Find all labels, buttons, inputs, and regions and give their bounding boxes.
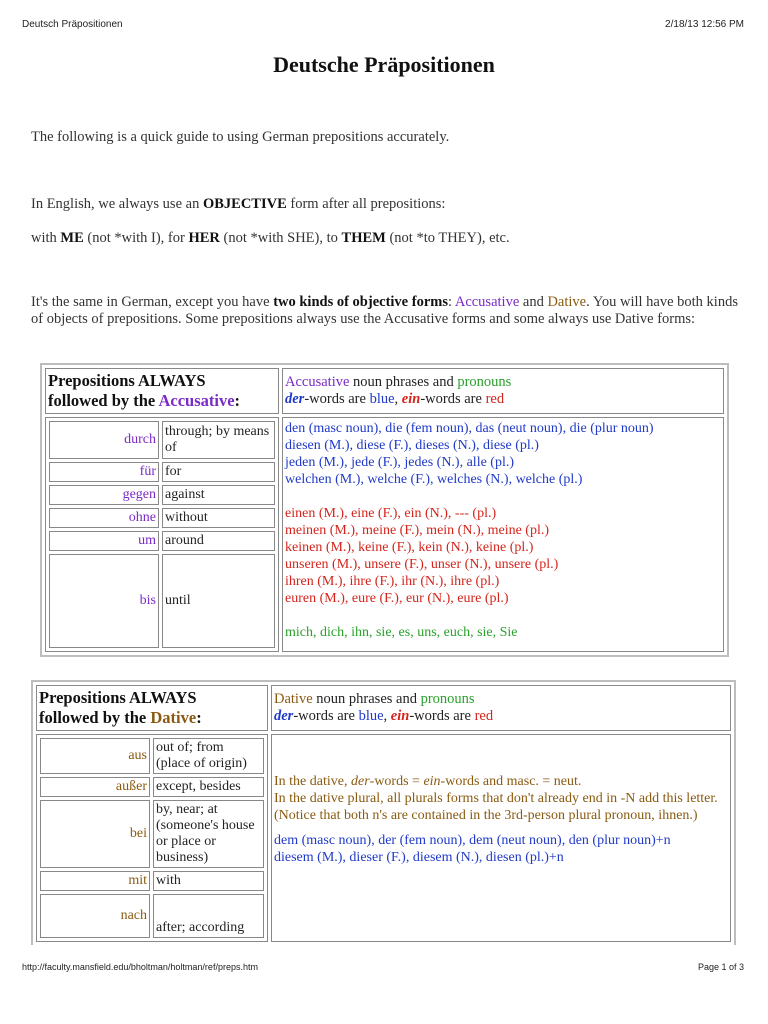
preposition-meaning: for [162, 462, 275, 482]
intro-paragraph: The following is a quick guide to using German prepositions accurately. [31, 129, 450, 145]
table-row [40, 738, 264, 774]
print-header-title: Deutsch Präpositionen [22, 19, 123, 30]
ein-word-line: unseren (M.), unsere (F.), unser (N.), unsere (pl.) [285, 557, 559, 572]
accusative-table [40, 363, 729, 657]
print-footer-url: http://faculty.mansfield.edu/bholtman/holtman/ref/preps.htm [22, 962, 258, 972]
dative-note-1: In the dative, der-words = ein-words and masc. = neut. [274, 774, 582, 789]
dative-table-clip [0, 680, 768, 945]
preposition-meaning: except, besides [153, 777, 264, 797]
accusative-pronouns: mich, dich, ihn, sie, es, uns, euch, sie, Sie [285, 625, 518, 640]
der-word-line: den (masc noun), die (fem noun), das (neut noun), die (plur noun) [285, 421, 654, 436]
ein-word-line: ihren (M.), ihre (F.), ihr (N.), ihre (pl.) [285, 574, 500, 589]
accusative-forms-heading: Accusative noun phrases and pronouns der-words are blue, ein-words are red [282, 368, 724, 414]
print-header-datetime: 2/18/13 12:56 PM [665, 19, 744, 30]
preposition-word: aus [40, 738, 150, 774]
ein-word-line: euren (M.), eure (F.), eur (N.), eure (pl.) [285, 591, 509, 606]
dative-prepositions-list [36, 734, 268, 942]
preposition-word: bis [49, 554, 159, 648]
table-row [49, 531, 275, 551]
preposition-meaning: with [153, 871, 264, 891]
ein-word-line: meinen (M.), meine (F.), mein (N.), meine (pl.) [285, 523, 550, 538]
table-row [49, 485, 275, 505]
page-title: Deutsche Präpositionen [273, 52, 495, 77]
preposition-word: um [49, 531, 159, 551]
table-row [40, 894, 264, 938]
preposition-word: außer [40, 777, 150, 797]
ein-word-line: einen (M.), eine (F.), ein (N.), --- (pl.) [285, 506, 497, 521]
german-paragraph: It's the same in German, except you have two kinds of objective forms: Accusative and Dative. You will have both kinds of objects of prepositions. Some prepositions always use the Accusative forms and some always use Dative forms: [31, 294, 738, 327]
preposition-meaning: without [162, 508, 275, 528]
preposition-word: ohne [49, 508, 159, 528]
preposition-meaning: by, near; at (someone's house or place or business) [153, 800, 264, 868]
dative-forms-heading: Dative noun phrases and pronouns der-words are blue, ein-words are red [271, 685, 731, 731]
preposition-meaning: after; according [153, 894, 264, 938]
preposition-word: nach [40, 894, 150, 938]
der-word-line: dem (masc noun), der (fem noun), dem (neut noun), den (plur noun)+n [274, 833, 671, 848]
preposition-word: durch [49, 421, 159, 459]
dative-note-2: In the dative plural, all plurals forms that don't already end in -N add this letter. (Notice that both n's are contained in the 3rd-person plural pronoun, ihnen.) [274, 791, 718, 823]
table-row [49, 508, 275, 528]
der-word-line: diesen (M.), diese (F.), dieses (N.), diese (pl.) [285, 438, 539, 453]
preposition-meaning: through; by means of [162, 421, 275, 459]
english-line-1: In English, we always use an OBJECTIVE form after all prepositions: [31, 196, 446, 212]
accusative-prepositions-list [45, 417, 279, 652]
ein-word-line: keinen (M.), keine (F.), kein (N.), keine (pl.) [285, 540, 534, 555]
dative-table [31, 680, 736, 945]
accusative-table-heading: Prepositions ALWAYS followed by the Accusative: [45, 368, 279, 414]
table-row [49, 421, 275, 459]
der-word-line: welchen (M.), welche (F.), welches (N.), welche (pl.) [285, 472, 583, 487]
dative-forms-list [271, 734, 731, 942]
english-line-2: with ME (not *with I), for HER (not *with SHE), to THEM (not *to THEY), etc. [31, 230, 510, 246]
preposition-word: bei [40, 800, 150, 868]
print-footer-page: Page 1 of 3 [697, 962, 744, 972]
preposition-meaning: around [162, 531, 275, 551]
preposition-meaning: until [162, 554, 275, 648]
preposition-word: gegen [49, 485, 159, 505]
der-word-line: jeden (M.), jede (F.), jedes (N.), alle (pl.) [285, 455, 515, 470]
table-row [49, 462, 275, 482]
der-word-line: diesem (M.), dieser (F.), diesem (N.), diesen (pl.)+n [274, 850, 564, 865]
preposition-word: mit [40, 871, 150, 891]
table-row [49, 554, 275, 648]
table-row [40, 871, 264, 891]
preposition-word: für [49, 462, 159, 482]
table-row [40, 800, 264, 868]
table-row [40, 777, 264, 797]
preposition-meaning: against [162, 485, 275, 505]
dative-table-heading: Prepositions ALWAYS followed by the Dative: [36, 685, 268, 731]
accusative-forms-list [282, 417, 724, 652]
preposition-meaning: out of; from (place of origin) [153, 738, 264, 774]
